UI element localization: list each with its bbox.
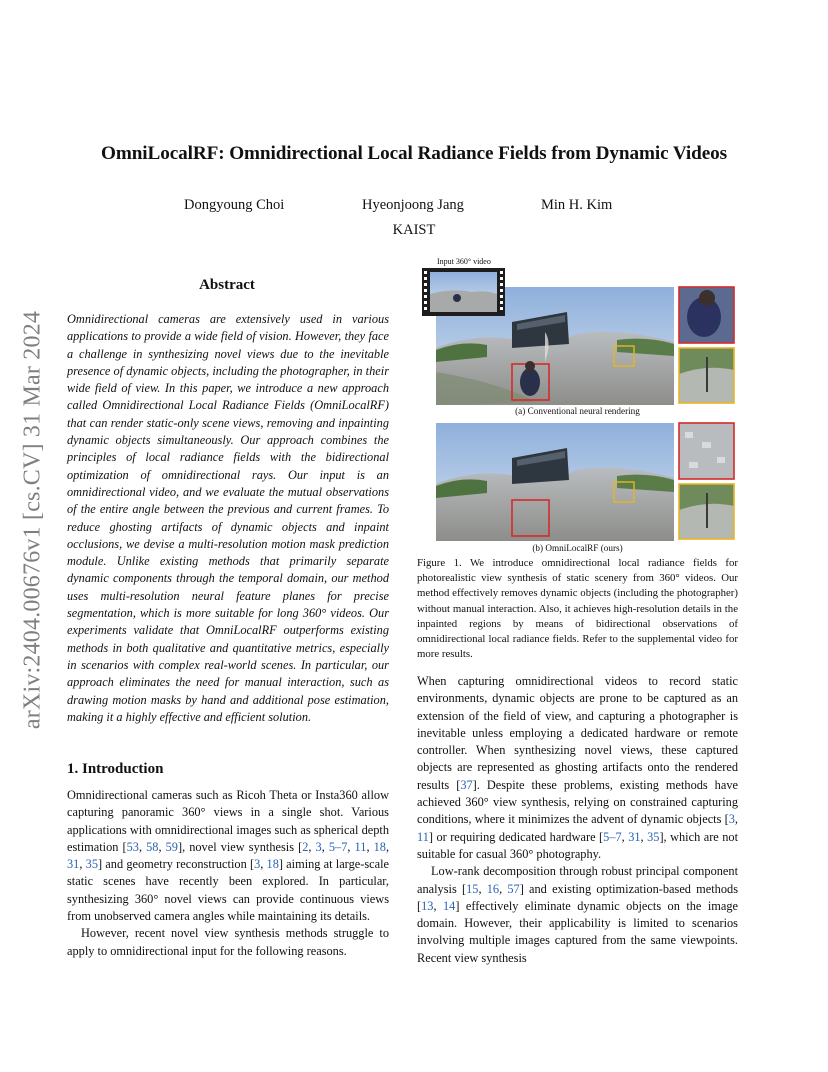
intro-paragraph-1 <box>67 787 389 925</box>
text-run: , <box>499 881 508 896</box>
paper-title: OmniLocalRF: Omnidirectional Local Radiance Fields from Dynamic Videos <box>101 143 727 164</box>
crop-red-a <box>679 287 734 343</box>
panorama-omnilocalrf <box>436 423 674 541</box>
citation-link[interactable]: 31 <box>67 857 80 872</box>
text-run: , <box>347 839 355 854</box>
abstract-paragraph: Omnidirectional cameras are extensively used in various applications to provide a wide field of vision. However, they face a challenge in synthesizing novel views due to the inevitable presence of dynamic objects, including the photographer, in their wide field of view. In this paper, we introduce a new approach called Omnidirectional Local Radiance Fields (OmniLocalRF) that can render static-only scene views, removing and inpainting dynamic objects simultaneously. Our approach combines the principles of local radiance fields with the bidirectional optimization of omnidirectional rays. Our input is an omnidirectional video, and we evaluate the mutual observations of the entire angle between the previous and current frames. To reduce ghosting artifacts of dynamic objects and inpaint occlusions, we devise a multi-resolution motion mask prediction module. Unlike existing methods that primarily separate dynamic components through the temporal domain, our method uses multi-resolution neural feature planes for precise segmentation, which is more suitable for long 360° videos. Our experiments validate that OmniLocalRF outperforms existing methods in both qualitative and quantitative metrics, especially in scenarios with complex real-world scenes. In particular, our approach eliminates the need for manual interaction, such as drawing motion masks by hand and additional pose estimation, making it a highly effective and efficient solution. <box>67 312 389 724</box>
author-3: Min H. Kim <box>541 197 613 213</box>
right-paragraph-2 <box>417 863 738 967</box>
text-run: However, recent novel view synthesis methods struggle to apply to omnidirectional input for the following reasons. <box>67 926 389 958</box>
citation-link[interactable]: 3 <box>728 812 735 827</box>
citation-link[interactable]: 13 <box>421 898 434 913</box>
text-run: ] effectively eliminate dynamic objects on the image domain. However, their applicability is limited to scenarios involving multiple images captured from the same viewpoints. Recent view synthesis <box>417 898 739 965</box>
text-run: , <box>640 829 648 844</box>
right-paragraph-1 <box>417 673 738 863</box>
figure-caption: Figure 1. We introduce omnidirectional local radiance fields for photorealistic view synthesis of static scenery from 360° videos. Our method effectively removes dynamic objects (including the photographer) without manual interaction. Also, it achieves high-resolution details in the inpainted regions by means of bidirectional observations of omnidirectional local radiance fields. Refer to the supplemental video for more results. <box>417 557 738 661</box>
text-run: ] and geometry reconstruction [ <box>97 857 255 872</box>
text-run: , <box>366 839 374 854</box>
arxiv-stamp <box>18 282 48 758</box>
text-run: , <box>138 839 147 854</box>
figure-input-label: Input 360° video <box>437 257 491 266</box>
citation-link[interactable]: 18 <box>266 857 279 872</box>
text-run: , <box>308 839 316 854</box>
citation-link[interactable]: 11 <box>417 829 429 844</box>
text-run: , <box>621 829 629 844</box>
text-run: ] or requiring dedicated hardware [ <box>428 829 604 844</box>
crop-yellow-b <box>679 484 734 539</box>
citation-link[interactable]: 16 <box>486 881 500 896</box>
abstract-heading: Abstract <box>199 277 255 293</box>
citation-link[interactable]: 2 <box>302 839 309 854</box>
right-column-body <box>417 673 738 967</box>
text-run: , <box>433 898 443 913</box>
text-run: ]. Despite these problems, existing methods have achieved 360° view synthesis, relying on constrained capturing conditions, where it minimizes the advent of dynamic objects [ <box>417 777 738 827</box>
citation-link[interactable]: 37 <box>460 777 473 792</box>
text-run: ], which are not suitable for casual 360° photography. <box>417 829 739 861</box>
text-run: , <box>321 839 329 854</box>
text-run: When capturing omnidirectional videos to record static environments, dynamic objects are prone to be captured as an extension of the field of view, and capturing a photographer is inevitable unless employing a dedicated hardware or remote controller. When synthesizing novel views, these captured objects are represented as ghosting artifacts onto the rendered results [ <box>417 674 738 792</box>
figure-subcaption-a: (a) Conventional neural rendering <box>515 406 640 416</box>
citation-link[interactable]: 18 <box>373 839 386 854</box>
citation-link[interactable]: 3 <box>254 857 261 872</box>
text-run: , <box>734 812 738 827</box>
text-run: , <box>385 839 390 854</box>
crop-red-b <box>679 423 734 479</box>
citation-link[interactable]: 15 <box>466 881 479 896</box>
citation-link[interactable]: 35 <box>85 857 98 872</box>
citation-link[interactable]: 35 <box>647 829 660 844</box>
affiliation: KAIST <box>392 222 436 238</box>
author-2: Hyeonjoong Jang <box>362 197 464 213</box>
intro-body <box>67 787 389 960</box>
text-run: , <box>478 881 487 896</box>
citation-link[interactable]: 5–7 <box>328 839 348 854</box>
input-video-filmstrip <box>422 268 505 316</box>
citation-link[interactable]: 57 <box>507 881 520 896</box>
section-heading-introduction: 1. Introduction <box>67 761 164 777</box>
citation-link[interactable]: 5–7 <box>603 829 622 844</box>
text-run: ] aiming at large-scale static scenes have recently been explored. In particular, synthesizing 360° novel views can provide continuous views from unobserved camera angles while maintaining its details. <box>67 857 390 924</box>
citation-link[interactable]: 53 <box>126 839 139 854</box>
citation-link[interactable]: 11 <box>354 839 367 854</box>
figure-1 <box>417 252 738 554</box>
text-run: ], novel view synthesis [ <box>177 839 303 854</box>
text-run: Omnidirectional cameras such as Ricoh Theta or Insta360 allow capturing panoramic 360° views in a single shot. Various applications with omnidirectional images such as spherical depth estimation [ <box>67 788 389 854</box>
text-run: ] and existing optimization-based methods [ <box>417 881 739 913</box>
citation-link[interactable]: 58 <box>146 839 159 854</box>
intro-paragraph-2 <box>67 925 389 960</box>
figure-subcaption-b: (b) OmniLocalRF (ours) <box>532 543 623 553</box>
text-run: , <box>158 839 166 854</box>
citation-link[interactable]: 3 <box>315 839 322 854</box>
crop-yellow-a <box>679 348 734 403</box>
arxiv-stamp-text: arXiv:2404.00676v1 [cs.CV] 31 Mar 2024 <box>19 310 46 730</box>
citation-link[interactable]: 31 <box>628 829 641 844</box>
text-run: , <box>79 857 86 872</box>
text-run: , <box>260 857 267 872</box>
abstract-body <box>67 311 389 726</box>
text-run: Low-rank decomposition through robust principal component analysis [ <box>417 864 738 896</box>
citation-link[interactable]: 59 <box>165 839 178 854</box>
citation-link[interactable]: 14 <box>443 898 456 913</box>
author-1: Dongyoung Choi <box>184 197 285 213</box>
